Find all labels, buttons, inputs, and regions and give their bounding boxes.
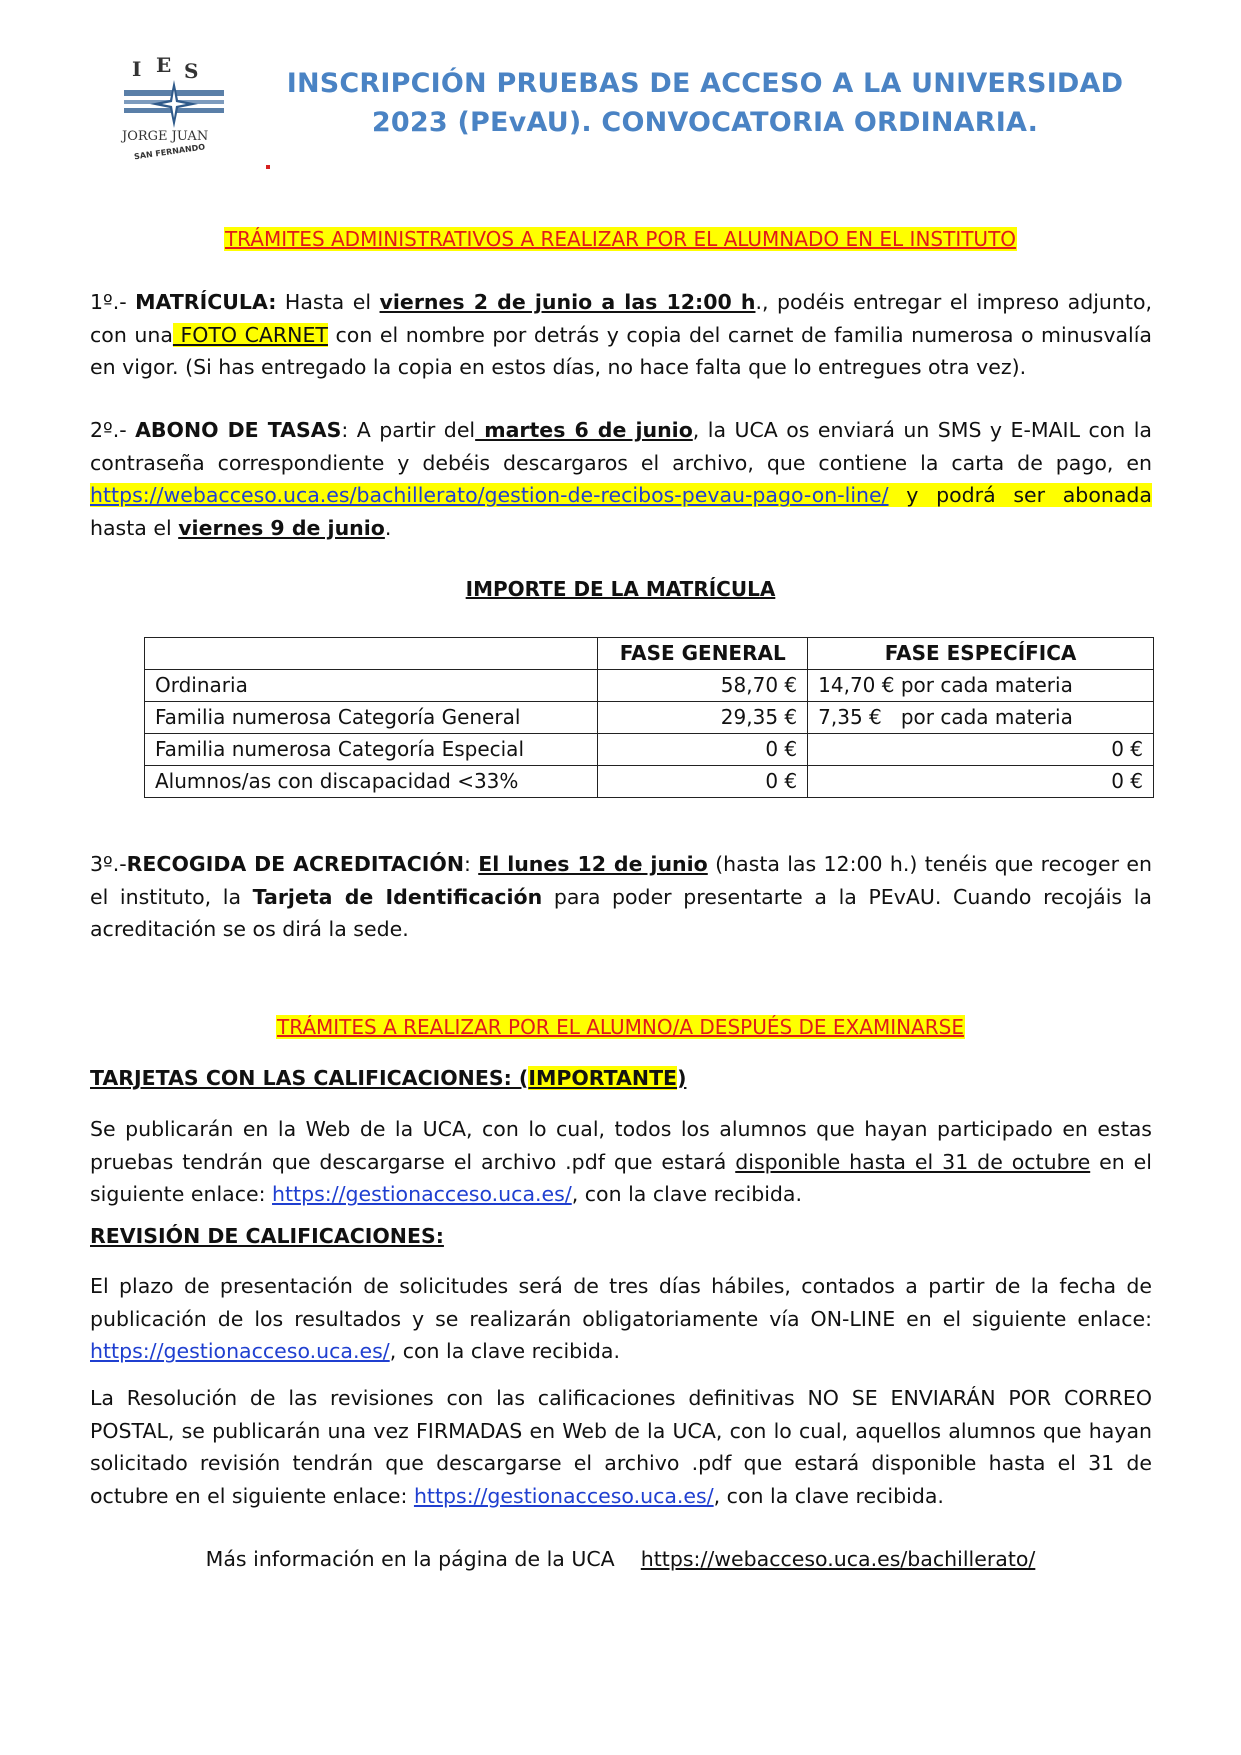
table-row: Familia numerosa Categoría Especial 0 € 0 € (145, 734, 1154, 766)
table-row: Alumnos/as con discapacidad <33% 0 € 0 € (145, 766, 1154, 798)
acreditacion-paragraph: 3º.-RECOGIDA DE ACREDITACIÓN: El lunes 12 de junio (hasta las 12:00 h.) tenéis que recoger en el instituto, la Tarjeta de Identificación para poder presentarte a la PEvAU. Cuando recojáis la acreditación se os dirá la sede. (90, 852, 1152, 941)
revision-heading: REVISIÓN DE CALIFICACIONES: (90, 1224, 444, 1248)
tasas-label: ABONO DE TASAS (135, 418, 342, 442)
item-number: 2º.- (90, 418, 136, 442)
section-heading-admin: TRÁMITES ADMINISTRATIVOS A REALIZAR POR EL ALUMNADO EN EL INSTITUTO (224, 227, 1017, 251)
tarjetas-heading: TARJETAS CON LAS CALIFICACIONES: (IMPORTANTE) (90, 1066, 687, 1090)
svg-text:I: I (132, 57, 142, 81)
matricula-deadline: viernes 2 de junio a las 12:00 h (379, 290, 756, 314)
revision-paragraph-1: El plazo de presentación de solicitudes será de tres días hábiles, contados a partir de la fecha de publicación de los resultados y se realizarán obligatoriamente vía ON-LINE en el siguiente enlace: https://gestionacceso.uca.es/, con la clave recibida. (90, 1274, 1152, 1363)
item-number: 1º.- (90, 290, 136, 314)
acreditacion-label: RECOGIDA DE ACREDITACIÓN (126, 852, 464, 876)
svg-text:E: E (156, 56, 172, 77)
item-number: 3º.- (90, 852, 127, 876)
school-logo (118, 56, 230, 166)
tasas-end-date: viernes 9 de junio (178, 515, 385, 540)
document-title (255, 64, 1155, 142)
foto-carnet-highlight: FOTO CARNET (172, 322, 328, 347)
fees-table (144, 637, 1154, 798)
acreditacion-date: El lunes 12 de junio (478, 852, 708, 876)
revision-paragraph-2: La Resolución de las revisiones con las calificaciones definitivas NO SE ENVIARÁN POR CORREO POSTAL, se publicarán una vez FIRMADAS en Web de la UCA, con lo cual, aquellos alumnos que hayan solicitado revisión tendrán que descargarse el archivo .pdf que estará disponible hasta el 31 de octubre en el siguiente enlace: https://gestionacceso.uca.es/, con la clave recibida. (90, 1386, 1152, 1508)
footer-info: Más información en la página de la UCA https://webacceso.uca.es/bachillerato/ (205, 1547, 1036, 1571)
svg-text:SAN FERNANDO: SAN FERNANDO (133, 142, 206, 162)
gestion-acceso-link[interactable]: https://gestionacceso.uca.es/ (413, 1483, 714, 1508)
gestion-acceso-link[interactable]: https://gestionacceso.uca.es/ (272, 1182, 572, 1206)
decorative-dot (266, 165, 270, 169)
webacceso-link[interactable]: https://webacceso.uca.es/bachillerato/ (640, 1547, 1036, 1571)
gestion-acceso-link[interactable]: https://gestionacceso.uca.es/ (90, 1339, 390, 1363)
disponibilidad: disponible hasta el 31 de octubre (735, 1149, 1091, 1174)
tasas-start-date: martes 6 de junio (475, 418, 693, 442)
tasas-paragraph: 2º.- ABONO DE TASAS: A partir del martes 6 de junio, la UCA os enviará un SMS y E-MAIL con la contraseña correspondiente y debéis descargaros el archivo, que contiene la carta de pago, en https://webacceso.uca.es/bachillerato/gestion-de-recibos-pevau-pago-on-line/ y podrá ser abonada hasta el viernes 9 de junio. (90, 418, 1152, 540)
pago-online-link[interactable]: https://webacceso.uca.es/bachillerato/gestion-de-recibos-pevau-pago-on-line/ (90, 483, 889, 507)
svg-text:S: S (184, 59, 199, 83)
title-line-2: 2023 (PEvAU). CONVOCATORIA ORDINARIA. (371, 107, 1039, 138)
matricula-label: MATRÍCULA: (135, 290, 277, 314)
matricula-paragraph: 1º.- MATRÍCULA: Hasta el viernes 2 de junio a las 12:00 h., podéis entregar el impreso adjunto, con una FOTO CARNET con el nombre por detrás y copia del carnet de familia numerosa o minusvalía en vigor. (Si has entregado la copia en estos días, no hace falta que lo entregues otra vez). (90, 290, 1152, 379)
importante-highlight: IMPORTANTE (528, 1066, 678, 1090)
fees-header-row: FASE GENERAL FASE ESPECÍFICA (145, 638, 1154, 670)
tarjetas-paragraph: Se publicarán en la Web de la UCA, con lo cual, todos los alumnos que hayan participado en estas pruebas tendrán que descargarse el archivo .pdf que estará disponible hasta el 31 de octubre en el siguiente enlace: https://gestionacceso.uca.es/, con la clave recibida. (90, 1117, 1152, 1206)
svg-text:JORGE JUAN: JORGE JUAN (122, 129, 209, 144)
tarjeta-identificacion: Tarjeta de Identificación (252, 884, 543, 909)
table-row: Familia numerosa Categoría General 29,35 € 7,35 € por cada materia (145, 702, 1154, 734)
section-heading-after-exam: TRÁMITES A REALIZAR POR EL ALUMNO/A DESPUÉS DE EXAMINARSE (277, 1015, 964, 1039)
fees-table-title: IMPORTE DE LA MATRÍCULA (465, 577, 776, 601)
title-line-1: INSCRIPCIÓN PRUEBAS DE ACCESO A LA UNIVERSIDAD (286, 68, 1124, 99)
table-row: Ordinaria 58,70 € 14,70 € por cada materia (145, 670, 1154, 702)
